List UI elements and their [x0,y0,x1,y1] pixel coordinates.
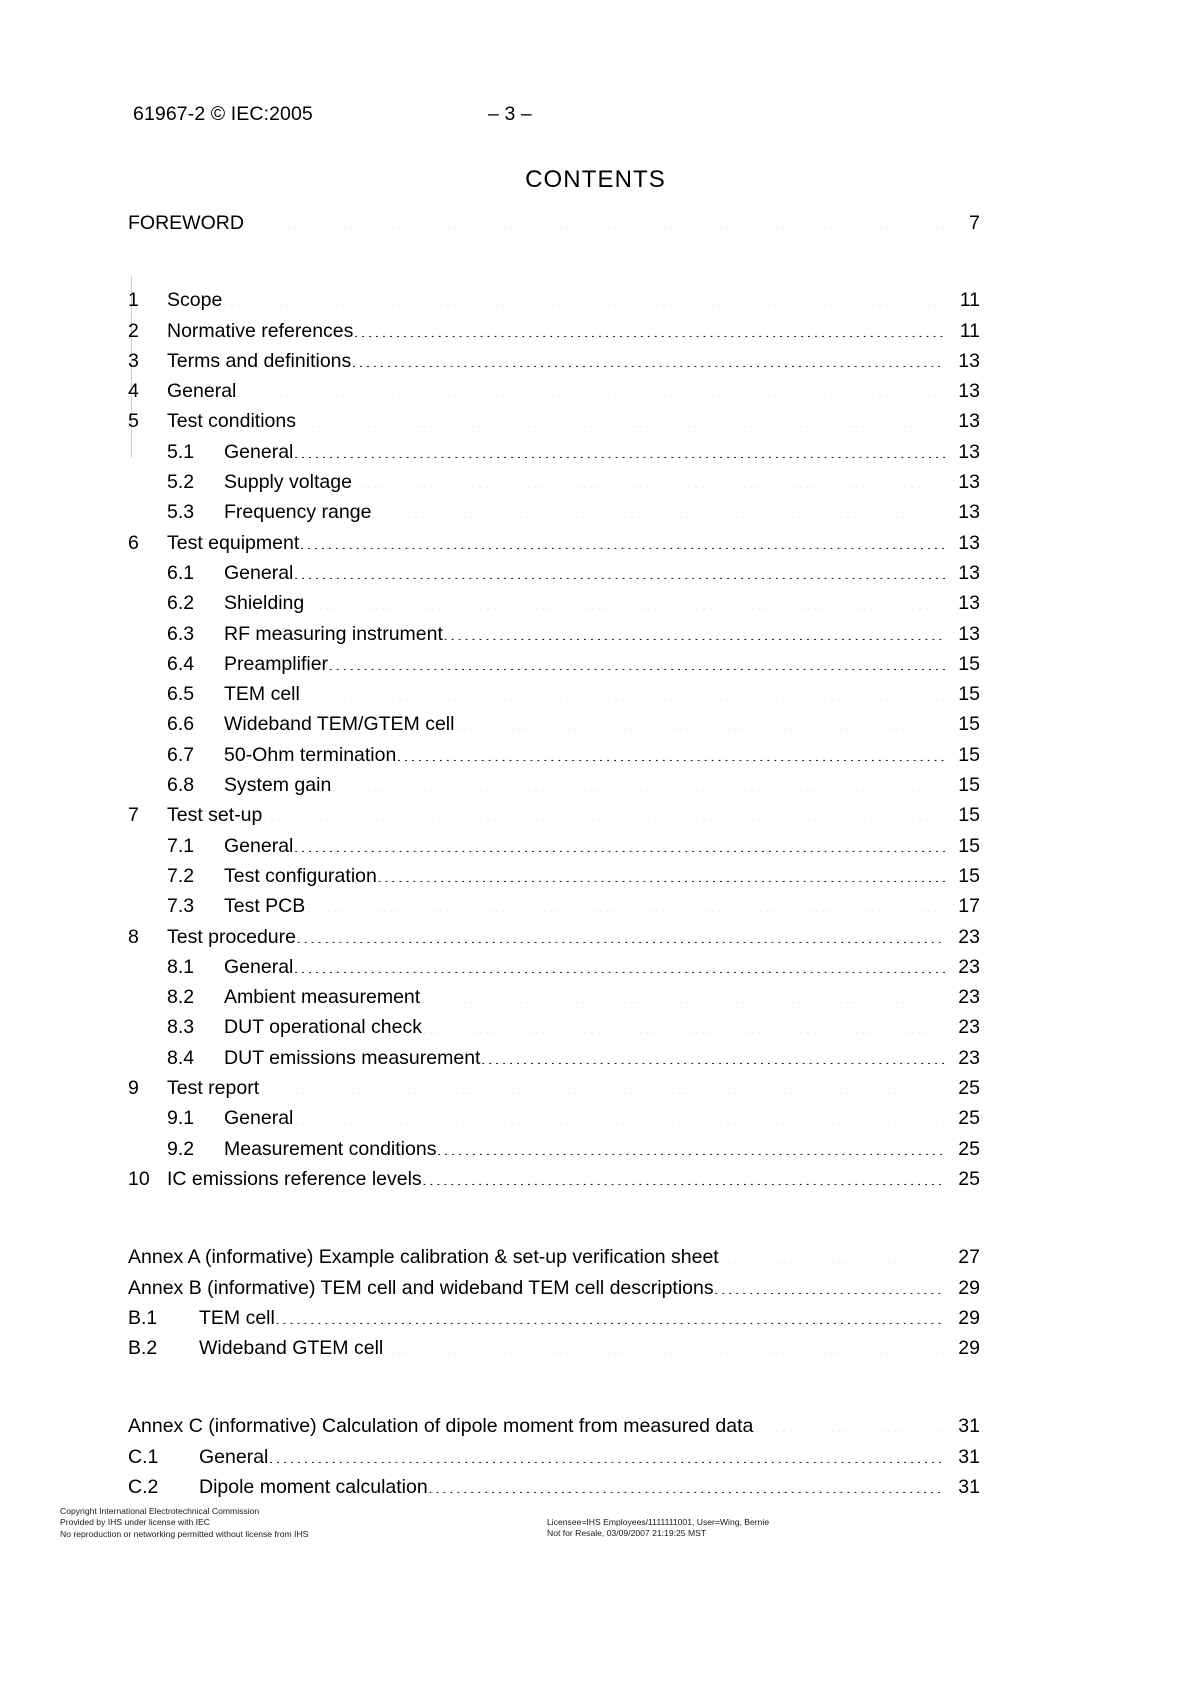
toc-entry[interactable] [128,1043,980,1073]
running-header [133,103,993,129]
toc-entry-page: 17 [958,895,980,918]
toc-entry[interactable] [128,982,980,1012]
toc-entry-label: Test equipment [167,531,300,554]
toc-entry-subnumber: 5.3 [167,501,195,524]
toc-entry-label: Wideband GTEM cell [199,1337,384,1360]
toc-entry-page: 15 [958,683,980,706]
toc-entry[interactable] [128,1411,980,1441]
toc-entry-page: 15 [958,774,980,797]
toc-entry-label: Scope [167,289,223,312]
toc-entry-number: 5 [128,410,139,433]
toc-entry[interactable] [128,891,980,921]
toc-entry[interactable] [128,1273,980,1303]
dot-leader [275,1304,945,1324]
toc-entry-label: Test configuration [224,864,377,887]
toc-entry-number: 2 [128,319,139,342]
dot-leader [300,681,945,701]
toc-entry-number: C.2 [128,1475,159,1498]
toc-entry-label: TEM cell [224,683,300,706]
toc-entry-subnumber: 6.5 [167,683,195,706]
dot-leader [222,287,945,307]
toc-entry-label: Normative references [167,319,354,342]
toc-entry-label: General [224,955,294,978]
dot-leader [352,469,945,489]
toc-entry-subnumber: 7.2 [167,864,195,887]
toc-entry-page: 7 [969,212,980,234]
toc-entry-page: 13 [958,471,980,494]
toc-entry-number: 8 [128,925,139,948]
toc-entry-label: General [224,834,294,857]
dot-leader [480,1044,945,1064]
spacer [128,1363,980,1411]
toc-entry-subnumber: 9.2 [167,1137,195,1160]
toc-entry-subnumber: 5.1 [167,440,195,463]
footer-line: Licensee=IHS Employees/1111111001, User=Wing, Bernie [547,1517,770,1527]
toc-entry-page: 23 [958,1016,980,1039]
footer-line: Copyright International Electrotechnical Commission [60,1506,260,1516]
toc-entry-label: Test set-up [167,804,263,827]
toc-entry-subnumber: 5.2 [167,471,195,494]
toc-entry-page: 13 [958,380,980,403]
toc-entry-subnumber: 6.8 [167,774,195,797]
toc-entry[interactable] [128,1333,980,1363]
toc-entry-label: RF measuring instrument [224,622,443,645]
toc-entry-number: 6 [128,531,139,554]
toc-entry-page: 25 [958,1107,980,1130]
spacer [128,1194,980,1242]
dot-leader [753,1413,945,1433]
toc-annex-c [128,1411,980,1502]
footer-line: Not for Resale, 03/09/2007 21:19:25 MST [547,1528,707,1539]
toc-entry-page: 15 [958,804,980,827]
toc-entry-number: 10 [128,1167,150,1190]
toc-entry[interactable] [128,316,980,346]
toc-entry-label: Annex B (informative) TEM cell and wideband TEM cell descriptions [128,1276,714,1299]
page-number-marker: – 3 – [488,103,532,125]
toc-entry-label: Dipole moment calculation [199,1475,428,1498]
toc-entry[interactable] [128,406,980,436]
toc-entry[interactable] [128,467,980,497]
footer-copyright-block [60,1506,308,1540]
toc-entry[interactable] [128,740,980,770]
toc-entry-page: 13 [958,410,980,433]
dot-leader [422,1014,945,1034]
toc-entry-page: 15 [958,743,980,766]
toc-entry-page: 13 [958,501,980,524]
toc-entry-page: 31 [958,1415,980,1438]
toc-entry-page: 25 [958,1137,980,1160]
footer-licensee-block [547,1517,769,1540]
toc-entry-label: TEM cell [199,1306,275,1329]
toc-entry-number: 4 [128,380,139,403]
spacer [128,238,980,285]
dot-leader [296,408,945,428]
dot-leader [436,1135,945,1155]
toc-entry[interactable] [128,1303,980,1333]
toc-annex-a [128,1242,980,1272]
toc-entry-page: 13 [958,622,980,645]
toc-entry-subnumber: 9.1 [167,1107,195,1130]
dot-leader [396,741,945,761]
toc-entry-label: Shielding [224,592,305,615]
dot-leader [454,711,945,731]
toc-entry-number: 7 [128,804,139,827]
dot-leader [293,832,945,852]
dot-leader [377,862,945,882]
toc-entry-page: 13 [958,349,980,372]
toc-entry-number: C.1 [128,1445,159,1468]
toc-entry-label: General [224,440,294,463]
document-identifier: 61967-2 © IEC:2005 [133,103,313,125]
toc-entry-page: 31 [958,1475,980,1498]
toc-entry-subnumber: 8.2 [167,986,195,1009]
toc-annex-b [128,1273,980,1364]
dot-leader [299,529,945,549]
dot-leader [293,438,945,458]
toc-entry-page: 25 [958,1167,980,1190]
toc-entry-page: 29 [958,1276,980,1299]
footer-line: No reproduction or networking permitted without license from IHS [60,1528,309,1539]
toc-entry[interactable] [128,588,980,618]
dot-leader [293,559,945,579]
table-of-contents [128,208,980,1502]
toc-sections [128,285,980,1194]
toc-entry-label: Test conditions [167,410,296,433]
toc-entry-page: 13 [958,440,980,463]
toc-entry[interactable] [128,346,980,376]
dot-leader [351,347,945,367]
toc-entry[interactable] [128,1012,980,1042]
toc-entry[interactable] [128,558,980,588]
toc-entry[interactable] [128,619,980,649]
toc-entry-label: General [224,561,294,584]
toc-entry-number: B.1 [128,1306,158,1329]
toc-entry-label: System gain [224,774,332,797]
toc-entry[interactable] [128,437,980,467]
toc-entry-number: 1 [128,289,139,312]
toc-entry-page: 23 [958,1046,980,1069]
toc-entry-label: Wideband TEM/GTEM cell [224,713,455,736]
dot-leader [371,499,945,519]
footer-line: Provided by IHS under license with IEC [60,1517,210,1528]
toc-entry-subnumber: 6.7 [167,743,195,766]
document-footer [60,1506,1140,1546]
toc-entry-page: 15 [958,834,980,857]
toc-entry[interactable] [128,1242,980,1272]
toc-entry-label: Terms and definitions [167,349,352,372]
dot-leader [236,378,945,398]
toc-entry[interactable] [128,649,980,679]
toc-entry[interactable] [128,1134,980,1164]
toc-entry-page: 31 [958,1445,980,1468]
dot-leader [304,590,945,610]
toc-entry-label: Annex A (informative) Example calibration & set-up verification sheet [128,1246,719,1269]
toc-entry-subnumber: 8.1 [167,955,195,978]
toc-entry-foreword[interactable] [128,208,980,238]
toc-entry-page: 13 [958,531,980,554]
dot-leader [293,953,945,973]
toc-entry-subnumber: 7.1 [167,834,195,857]
dot-leader [443,620,945,640]
toc-entry[interactable] [128,861,980,891]
toc-entry[interactable] [128,1073,980,1103]
toc-entry-page: 13 [958,592,980,615]
toc-entry[interactable] [128,922,980,952]
toc-entry[interactable] [128,831,980,861]
toc-entry-subnumber: 6.4 [167,652,195,675]
toc-entry-page: 29 [958,1306,980,1329]
toc-entry-label: Annex C (informative) Calculation of dipole moment from measured data [128,1415,754,1438]
toc-entry[interactable] [128,1164,980,1194]
toc-entry-page: 27 [958,1246,980,1269]
toc-entry-page: 15 [958,864,980,887]
dot-leader [268,1443,945,1463]
toc-entry-number: 9 [128,1077,139,1100]
toc-entry[interactable] [128,952,980,982]
toc-entry-number: B.2 [128,1337,158,1360]
toc-entry-page: 15 [958,652,980,675]
dot-leader [259,1075,945,1095]
dot-leader [262,802,945,822]
dot-leader [293,1105,945,1125]
toc-entry[interactable] [128,709,980,739]
toc-entry[interactable] [128,497,980,527]
page-title: CONTENTS [525,166,666,193]
dot-leader [422,1165,945,1185]
toc-entry-label: Ambient measurement [224,986,421,1009]
toc-entry-page: 23 [958,955,980,978]
toc-entry[interactable] [128,285,980,315]
toc-entry-label: Test PCB [224,895,306,918]
toc-entry-subnumber: 6.2 [167,592,195,615]
toc-entry[interactable] [128,1442,980,1472]
toc-entry-subnumber: 6.3 [167,622,195,645]
toc-entry-page: 11 [959,289,980,312]
toc-entry[interactable] [128,528,980,558]
dot-leader [714,1274,945,1294]
toc-entry-subnumber: 6.1 [167,561,195,584]
toc-entry-label: General [167,380,237,403]
toc-entry-page: 25 [958,1077,980,1100]
toc-entry[interactable] [128,679,980,709]
toc-entry-label: Measurement conditions [224,1137,437,1160]
toc-entry-label: Test report [167,1077,260,1100]
dot-leader [420,984,945,1004]
toc-entry-label: IC emissions reference levels [167,1167,422,1190]
dot-leader [305,893,945,913]
dot-leader [383,1335,945,1355]
toc-entry-subnumber: 8.3 [167,1016,195,1039]
toc-entry-label: DUT emissions measurement [224,1046,481,1069]
toc-entry-label: Preamplifier [224,652,329,675]
toc-entry-subnumber: 7.3 [167,895,195,918]
toc-entry-page: 15 [958,713,980,736]
toc-entry-subnumber: 6.6 [167,713,195,736]
toc-entry[interactable] [128,800,980,830]
toc-entry-page: 23 [958,925,980,948]
toc-entry[interactable] [128,1472,980,1502]
dot-leader [719,1244,945,1264]
toc-entry[interactable] [128,1103,980,1133]
toc-entry-label: FOREWORD [128,212,244,234]
toc-entry-subnumber: 8.4 [167,1046,195,1069]
dot-leader [244,210,945,230]
toc-entry-page: 23 [958,986,980,1009]
toc-entry-page: 13 [958,561,980,584]
toc-entry-label: DUT operational check [224,1016,422,1039]
toc-entry-number: 3 [128,349,139,372]
toc-entry[interactable] [128,376,980,406]
toc-entry-label: General [224,1107,294,1130]
toc-entry-label: Supply voltage [224,471,352,494]
toc-entry-label: Frequency range [224,501,372,524]
dot-leader [353,317,945,337]
toc-entry-page: 29 [958,1337,980,1360]
dot-leader [328,650,945,670]
toc-entry-label: General [199,1445,269,1468]
toc-entry-label: 50-Ohm termination [224,743,397,766]
dot-leader [331,772,945,792]
dot-leader [296,923,945,943]
toc-entry-page: 11 [959,319,980,342]
toc-entry[interactable] [128,770,980,800]
toc-entry-label: Test procedure [167,925,296,948]
dot-leader [428,1473,945,1493]
